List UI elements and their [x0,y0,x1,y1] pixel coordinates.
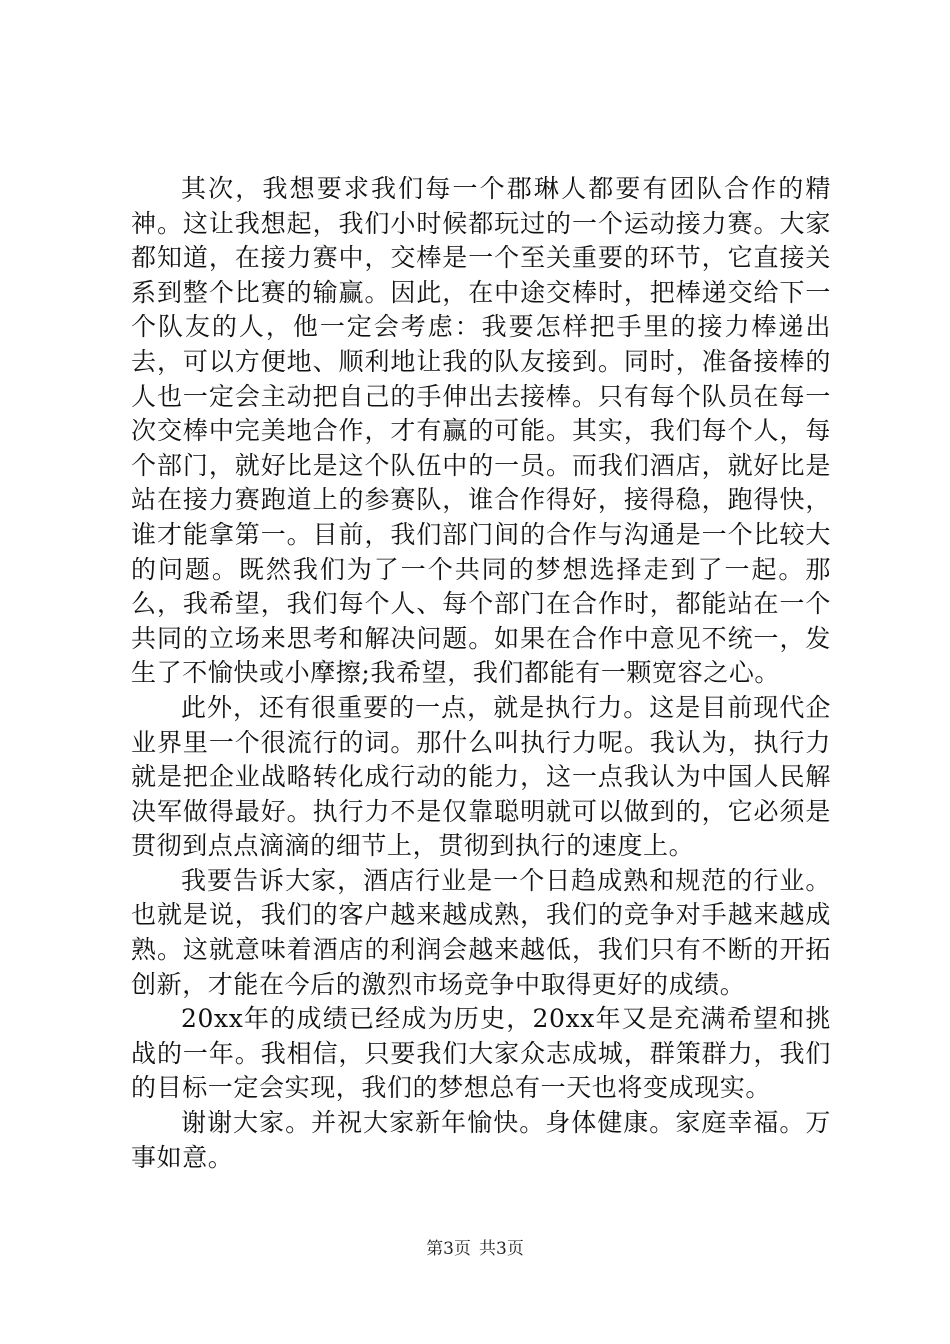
page-number: 第3页 [426,1239,471,1259]
paragraph-execution: 此外，还有很重要的一点，就是执行力。这是目前现代企业界里一个很流行的词。那什么叫执行力呢。我认为，执行力就是把企业战略转化成行动的能力，这一点我认为中国人民解决军做得最好。执行力不是仅靠聪明就可以做到的，它必须是贯彻到点点滴滴的细节上，贯彻到执行的速度上。 [131,692,831,861]
paragraph-teamwork: 其次，我想要求我们每一个郡琳人都要有团队合作的精神。这让我想起，我们小时候都玩过的一个运动接力赛。大家都知道，在接力赛中，交棒是一个至关重要的环节，它直接关系到整个比赛的输赢。因此，在中途交棒时，把棒递交给下一个队友的人，他一定会考虑：我要怎样把手里的接力棒递出去，可以方便地、顺利地让我的队友接到。同时，准备接棒的人也一定会主动把自己的手伸出去接棒。只有每个队员在每一次交棒中完美地合作，才有赢的可能。其实，我们每个人，每个部门，就好比是这个队伍中的一员。而我们酒店，就好比是站在接力赛跑道上的参赛队，谁合作得好，接得稳，跑得快，谁才能拿第一。目前，我们部门间的合作与沟通是一个比较大的问题。既然我们为了一个共同的梦想选择走到了一起。那么，我希望，我们每个人、每个部门在合作时，都能站在一个共同的立场来思考和解决问题。如果在合作中意见不统一，发生了不愉快或小摩擦;我希望，我们都能有一颗宽容之心。 [131,174,831,688]
page-total: 共3页 [479,1239,524,1259]
document-body [131,172,831,1175]
paragraph-closing: 谢谢大家。并祝大家新年愉快。身体健康。家庭幸福。万事如意。 [131,1108,831,1172]
paragraph-outlook: 20xx年的成绩已经成为历史，20xx年又是充满希望和挑战的一年。我相信，只要我们大家众志成城，群策群力，我们的目标一定会实现，我们的梦想总有一天也将变成现实。 [131,1004,831,1103]
paragraph-industry: 我要告诉大家，酒店行业是一个日趋成熟和规范的行业。也就是说，我们的客户越来越成熟，我们的竞争对手越来越成熟。这就意味着酒店的利润会越来越低，我们只有不断的开拓创新，才能在今后的激烈市场竞争中取得更好的成绩。 [131,865,831,999]
page-footer [0,1234,950,1259]
